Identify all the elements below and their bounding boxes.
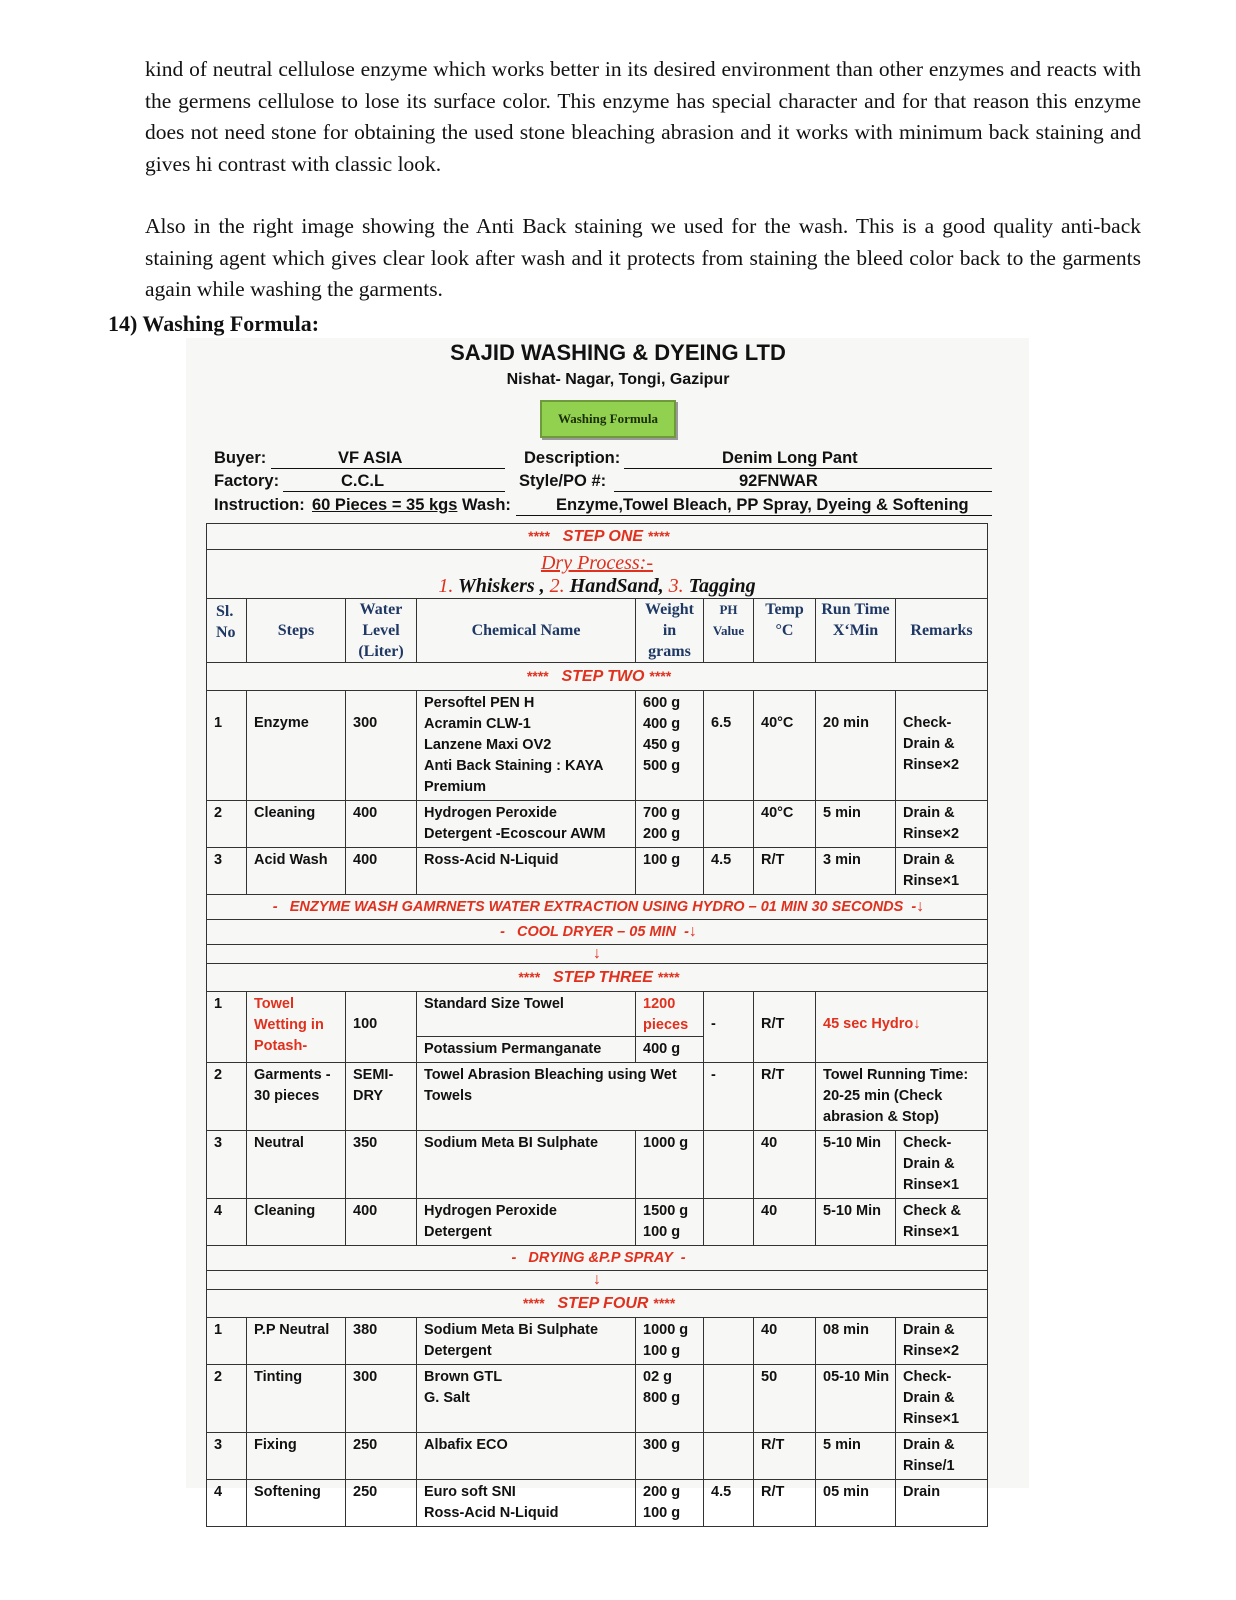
instruction-label: Instruction: bbox=[214, 496, 305, 514]
table-row: 2 Tinting 300 Brown GTL G. Salt 02 g 800 g 50 05-10 Min Check- Drain & Rinse×1 bbox=[207, 1365, 988, 1433]
dryer-note-row: - COOL DRYER – 05 MIN -↓ bbox=[207, 920, 988, 945]
dry-process-items: 1. Whiskers , 2. HandSand, 3. Tagging bbox=[438, 575, 756, 597]
dry-process-title: Dry Process:- bbox=[540, 552, 653, 574]
arrow-row: ↓ bbox=[207, 945, 988, 964]
dryer-note: COOL DRYER – 05 MIN bbox=[517, 924, 677, 940]
table-row: 1 P.P Neutral 380 Sodium Meta Bi Sulphate Detergent 1000 g 100 g 40 08 min Drain & Rinse×2 bbox=[207, 1318, 988, 1365]
section-heading: 14) Washing Formula: bbox=[108, 311, 320, 336]
step-two-title: STEP TWO bbox=[561, 668, 645, 685]
header-run-time: Run Time X‘Min bbox=[816, 599, 896, 663]
style-label: Style/PO #: bbox=[519, 472, 607, 490]
wash-value: Enzyme,Towel Bleach, PP Spray, Dyeing & Softening bbox=[556, 496, 969, 514]
header-water: Water Level (Liter) bbox=[346, 599, 417, 663]
step-four-title: STEP FOUR bbox=[557, 1295, 649, 1312]
table-row: 1 Enzyme 300 Persoftel PEN H Acramin CLW-1 Lanzene Maxi OV2 Anti Back Staining : KAYA Premium 600 g 400 g 450 g 500 g 6.5 40°C 20 min Check- Drain & Rinse×2 bbox=[207, 691, 988, 801]
factory-value: C.C.L bbox=[341, 472, 385, 490]
step-three-row: **** STEP THREE **** bbox=[207, 964, 988, 992]
header-weight: Weight in grams bbox=[636, 599, 704, 663]
drying-note: DRYING &P.P SPRAY bbox=[528, 1250, 673, 1266]
intro-paragraph-2: Also in the right image showing the Anti Back staining we used for the wash. This is a good quality anti-back staining agent which gives clear look after wash and it protects from staining the bleed color back to the garments again while washing the garments. bbox=[145, 214, 1141, 301]
factory-label: Factory: bbox=[214, 472, 280, 490]
style-value: 92FNWAR bbox=[739, 472, 818, 490]
intro-paragraph-1: kind of neutral cellulose enzyme which works better in its desired environment than other enzymes and reacts with the germens cellulose to lose its surface color. This enzyme has special character and for that reason this enzyme does not need stone for obtaining the used stone bleaching abrasion and it works with minimum back staining and gives hi contrast with classic look. bbox=[145, 57, 1141, 176]
table-row: 1 Towel Wetting in Potash- 100 Standard Size Towel Potassium Permanganate 1200 pieces 400 g - R/T 45 sec Hydro↓ bbox=[207, 992, 988, 1063]
washing-formula-table bbox=[206, 523, 988, 1527]
extraction-note: ENZYME WASH GAMRNETS WATER EXTRACTION USING HYDRO – 01 MIN 30 SECONDS bbox=[289, 899, 904, 915]
company-address: Nishat- Nagar, Tongi, Gazipur bbox=[506, 371, 730, 388]
table-row: 2 Garments - 30 pieces SEMI- DRY Towel Abrasion Bleaching using Wet Towels - R/T Towel Running Time: 20-25 min (Check abrasion & Stop) bbox=[207, 1063, 988, 1131]
header-chemical: Chemical Name bbox=[417, 599, 636, 663]
step-four-row: **** STEP FOUR **** bbox=[207, 1290, 988, 1318]
description-value: Denim Long Pant bbox=[722, 449, 858, 467]
table-row: 4 Softening 250 Euro soft SNI Ross-Acid N-Liquid 200 g 100 g 4.5 R/T 05 min Drain bbox=[207, 1480, 988, 1527]
table-header bbox=[207, 599, 988, 663]
extraction-note-row: - ENZYME WASH GAMRNETS WATER EXTRACTION USING HYDRO – 01 MIN 30 SECONDS -↓ bbox=[207, 895, 988, 920]
header-steps: Steps bbox=[247, 599, 346, 663]
table-row: 3 Neutral 350 Sodium Meta BI Sulphate 1000 g 40 5-10 Min Check- Drain & Rinse×1 bbox=[207, 1131, 988, 1199]
step-two-row: **** STEP TWO **** bbox=[207, 663, 988, 691]
description-label: Description: bbox=[524, 449, 621, 467]
factory-line bbox=[283, 472, 505, 492]
table-row: 3 Acid Wash 400 Ross-Acid N-Liquid 100 g 4.5 R/T 3 min Drain & Rinse×1 bbox=[207, 848, 988, 895]
step-one-title: STEP ONE bbox=[562, 528, 644, 545]
header-temp: Temp °C bbox=[754, 599, 816, 663]
step-three-title: STEP THREE bbox=[553, 969, 653, 986]
company-name: SAJID WASHING & DYEING LTD bbox=[450, 340, 786, 365]
table-row: 3 Fixing 250 Albafix ECO 300 g R/T 5 min Drain & Rinse/1 bbox=[207, 1433, 988, 1480]
arrow-row: ↓ bbox=[207, 1271, 988, 1290]
wash-label: Wash: bbox=[462, 496, 511, 514]
buyer-value: VF ASIA bbox=[338, 449, 403, 467]
header-remarks: Remarks bbox=[896, 599, 988, 663]
dry-process-row bbox=[207, 550, 988, 599]
table-row: 2 Cleaning 400 Hydrogen Peroxide Detergent -Ecoscour AWM 700 g 200 g 40°C 5 min Drain & Rinse×2 bbox=[207, 801, 988, 848]
washing-formula-badge: Washing Formula bbox=[540, 400, 676, 438]
header-ph: PH Value bbox=[704, 599, 754, 663]
buyer-label: Buyer: bbox=[214, 449, 267, 467]
step-one-row: **** STEP ONE **** bbox=[207, 524, 988, 550]
header-sl: Sl. No bbox=[207, 599, 247, 663]
drying-note-row: - DRYING &P.P SPRAY - bbox=[207, 1246, 988, 1271]
table-row: 4 Cleaning 400 Hydrogen Peroxide Detergent 1500 g 100 g 40 5-10 Min Check & Rinse×1 bbox=[207, 1199, 988, 1246]
instruction-value: 60 Pieces = 35 kgs bbox=[312, 496, 458, 514]
